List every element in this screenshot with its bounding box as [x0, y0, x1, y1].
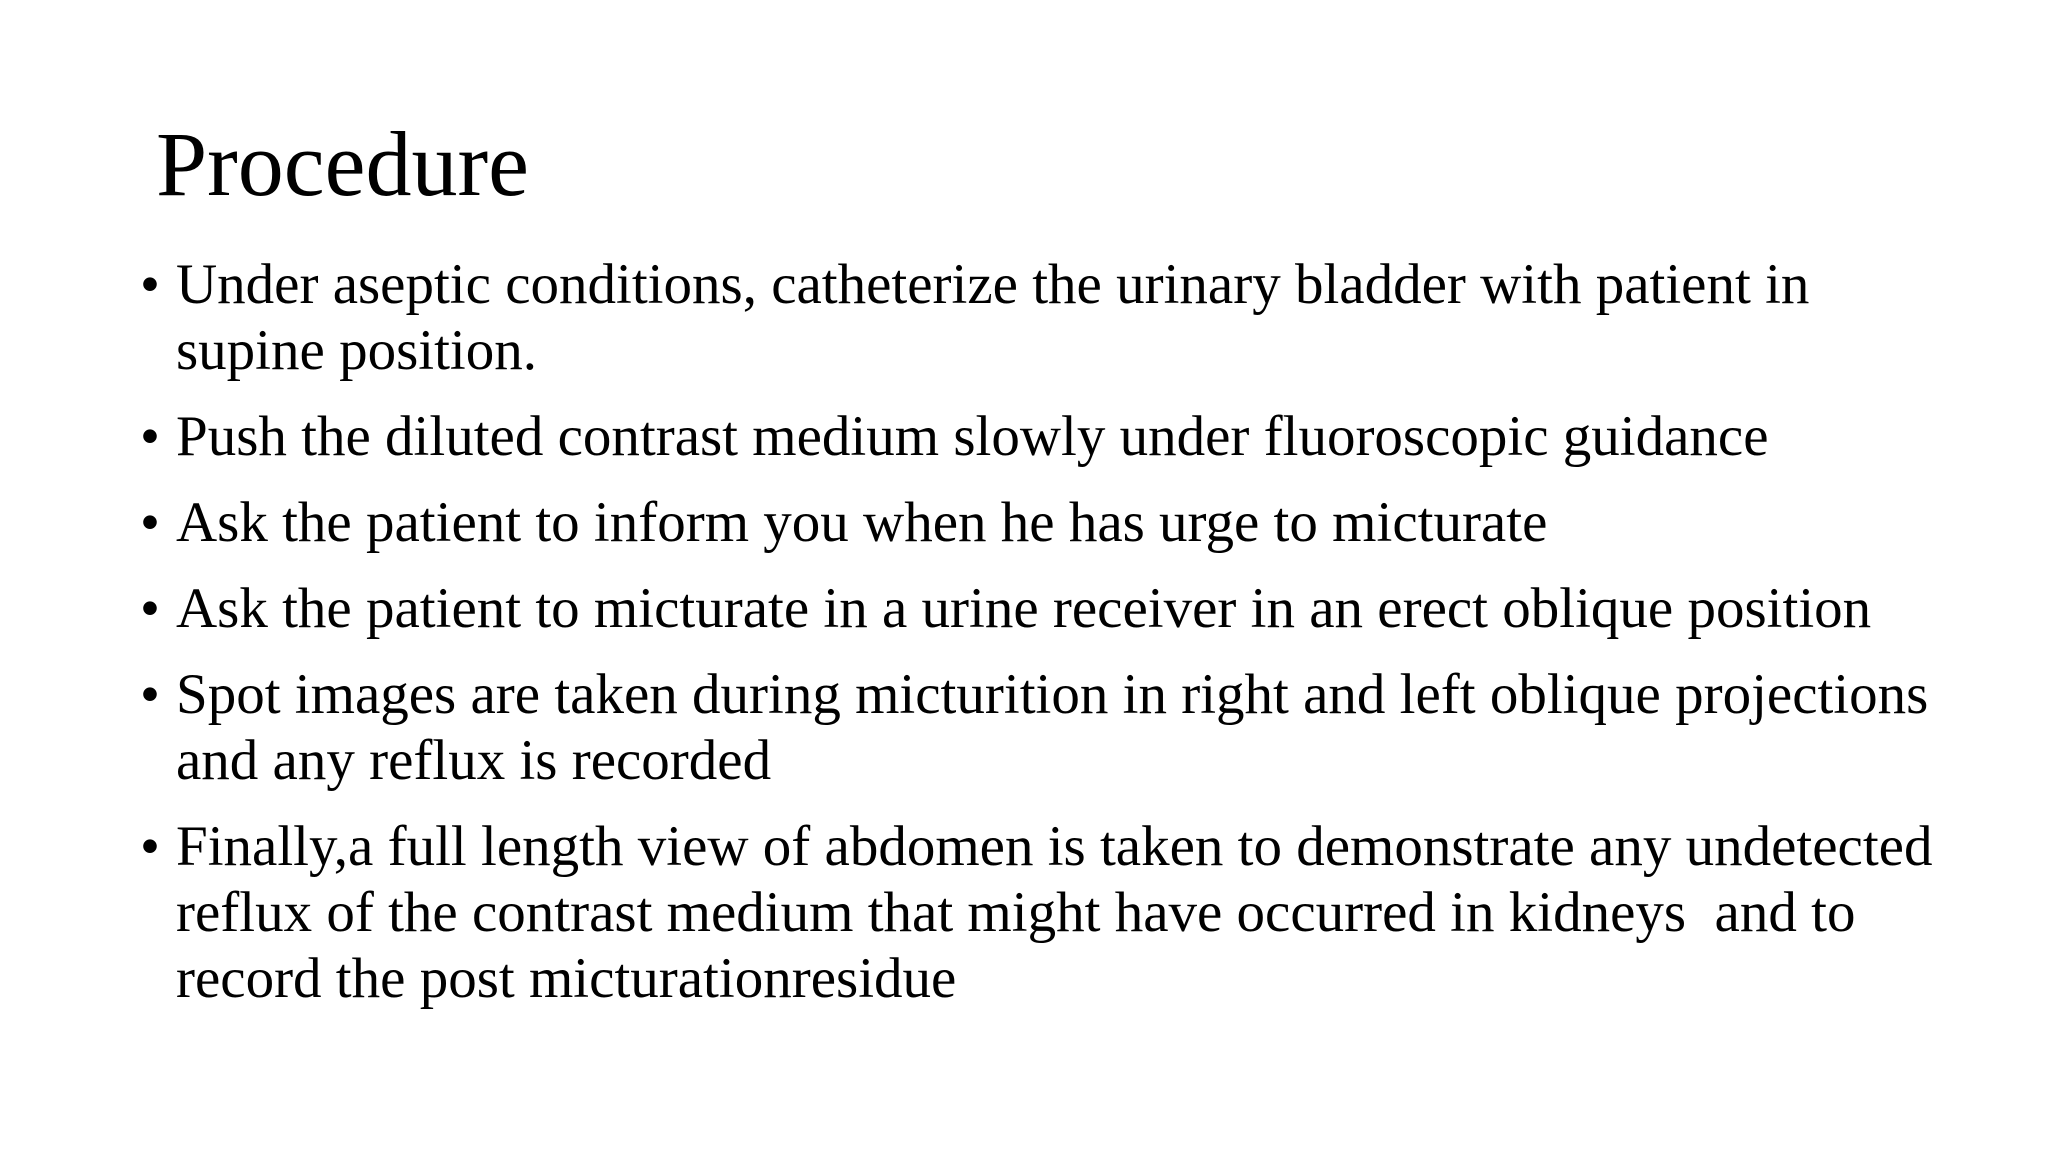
bullet-icon: •: [140, 663, 160, 726]
bullet-text: Ask the patient to micturate in a urine receiver in an erect oblique position: [176, 577, 1872, 640]
slide-title: Procedure: [156, 113, 529, 215]
bullet-icon: •: [140, 577, 160, 640]
bullet-icon: •: [140, 491, 160, 554]
bullet-item: [140, 490, 1940, 556]
bullet-item: [140, 814, 1947, 1012]
bullet-icon: •: [140, 815, 160, 878]
bullet-text: Push the diluted contrast medium slowly under fluoroscopic guidance: [176, 405, 1769, 468]
bullet-text: Spot images are taken during micturition in right and left oblique projections and any reflux is recorded: [176, 663, 1943, 792]
bullet-icon: •: [140, 405, 160, 468]
bullet-text: Ask the patient to inform you when he has urge to micturate: [176, 491, 1548, 554]
bullet-icon: •: [140, 253, 160, 316]
bullet-item: [140, 404, 1940, 470]
bullet-list: [140, 252, 1947, 1032]
bullet-item: [140, 662, 1943, 794]
bullet-item: [140, 252, 1940, 384]
bullet-text: Finally,a full length view of abdomen is taken to demonstrate any undetected reflux of the contrast medium that might have occurred in kidneys and to record the post micturationresidue: [176, 815, 1947, 1010]
bullet-text: Under aseptic conditions, catheterize the urinary bladder with patient in supine position.: [176, 253, 1824, 382]
bullet-item: [140, 576, 1940, 642]
